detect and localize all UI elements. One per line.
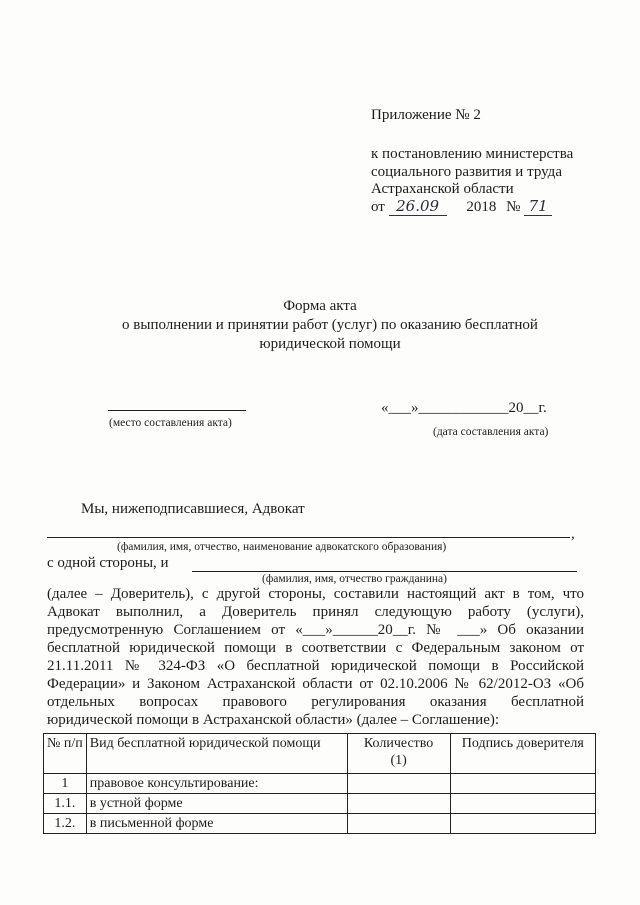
advocate-comma: , xyxy=(571,526,575,542)
table-row xyxy=(44,774,596,794)
row-qty-cell xyxy=(347,794,450,814)
act-date-field: «___»____________20__г. xyxy=(381,400,547,416)
citizen-line xyxy=(192,571,577,572)
citizen-caption: (фамилия, имя, отчество гражданина) xyxy=(262,573,447,585)
date-caption: (дата составления акта) xyxy=(433,426,549,438)
body-line-3: предусмотренную Соглашением от «___»______20__г. № ___» Об оказании xyxy=(47,622,584,638)
form-title: Форма акта xyxy=(283,298,357,314)
row-sign-cell xyxy=(450,794,596,814)
appendix-line-3: Астраханской области xyxy=(371,181,514,197)
header-num: № п/п xyxy=(44,734,87,774)
header-type: Вид бесплатной юридической помощи xyxy=(86,734,347,774)
row-type: правовое консультирование: xyxy=(86,774,347,794)
body-line-2: Адвокат выполнил, а Доверитель принял следующую работу (услуги), xyxy=(47,604,584,620)
appendix-date-line xyxy=(371,197,552,216)
row-num: 1 xyxy=(44,774,87,794)
header-qty-label: Количество xyxy=(363,736,434,751)
body-line-last: юридической помощи в Астраханской области» (далее – Соглашение): xyxy=(47,712,500,728)
body-line-5: 21.11.2011 № 324-ФЗ «О бесплатной юридической помощи в Российской xyxy=(47,658,584,674)
appendix-title: Приложение № 2 xyxy=(371,107,481,123)
row-qty-cell xyxy=(347,814,450,834)
row-num: 1.1. xyxy=(44,794,87,814)
other-side-text: с одной стороны, и xyxy=(47,555,169,571)
advocate-line xyxy=(47,537,570,538)
row-sign-cell xyxy=(450,774,596,794)
place-caption: (место составления акта) xyxy=(109,417,232,429)
advocate-caption: (фамилия, имя, отчество, наименование адвокатского образования) xyxy=(117,541,447,553)
date-year: 2018 xyxy=(466,199,497,215)
date-prefix: от xyxy=(371,199,385,215)
header-sign: Подпись доверителя xyxy=(450,734,596,774)
date-handwritten: 26.09 xyxy=(389,197,447,216)
table-row xyxy=(44,794,596,814)
body-line-4: бесплатной юридической помощи в соответствии с Федеральным законом от xyxy=(47,640,584,656)
row-qty-cell xyxy=(347,774,450,794)
appendix-line-1: к постановлению министерства xyxy=(371,146,574,162)
body-line-1: (далее – Доверитель), с другой стороны, составили настоящий акт в том, что xyxy=(47,586,584,602)
intro-text: Мы, нижеподписавшиеся, Адвокат xyxy=(81,501,305,517)
services-table xyxy=(43,733,596,834)
body-line-7: отдельных вопросах правового регулирования оказания бесплатной xyxy=(47,694,584,710)
form-subtitle-2: юридической помощи xyxy=(259,336,401,352)
row-type: в устной форме xyxy=(86,794,347,814)
row-type: в письменной форме xyxy=(86,814,347,834)
header-qty-note: (1) xyxy=(390,753,407,768)
table-row xyxy=(44,814,596,834)
table-header-row xyxy=(44,734,596,774)
number-handwritten: 71 xyxy=(524,197,552,216)
number-sign: № xyxy=(506,199,521,215)
header-qty xyxy=(347,734,450,774)
body-line-6: Федерации» и Законом Астраханской области от 02.10.2006 № 62/2012-ОЗ «Об xyxy=(47,676,584,692)
appendix-line-2: социального развития и труда xyxy=(371,164,562,180)
row-sign-cell xyxy=(450,814,596,834)
row-num: 1.2. xyxy=(44,814,87,834)
place-line xyxy=(108,410,246,411)
form-subtitle-1: о выполнении и принятии работ (услуг) по оказанию бесплатной xyxy=(122,317,538,333)
